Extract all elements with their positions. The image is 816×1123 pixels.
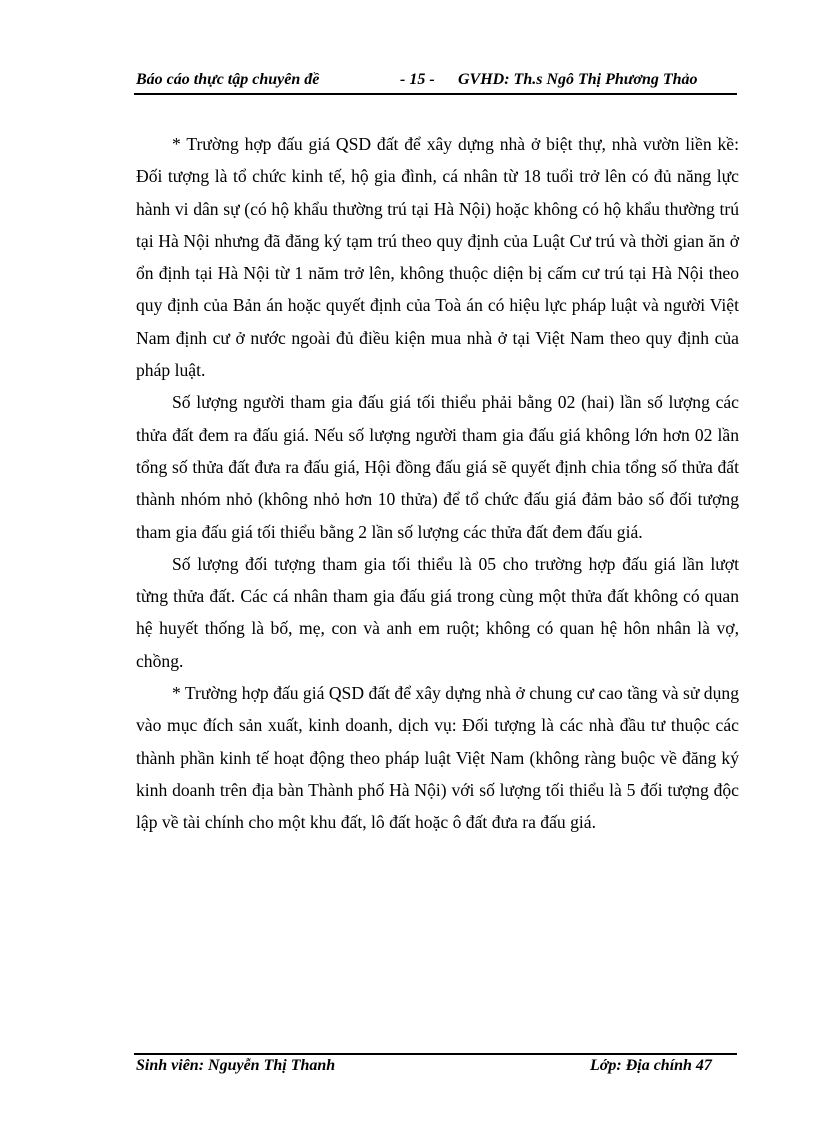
header-page-number: - 15 - <box>400 71 435 88</box>
body-text <box>136 128 739 839</box>
footer-student-name: Sinh viên: Nguyễn Thị Thanh <box>136 1057 336 1074</box>
paragraph: Số lượng người tham gia đấu giá tối thiểu phải bằng 02 (hai) lần số lượng các thửa đất đem ra đấu giá. Nếu số lượng người tham gia đấu giá không lớn hơn 02 lần tổng số thửa đất đưa ra đấu giá, Hội đồng đấu giá sẽ quyết định chia tổng số thửa đất thành nhóm nhỏ (không nhỏ hơn 10 thửa) để tổ chức đấu giá đảm bảo số đối tượng tham gia đấu giá tối thiểu bằng 2 lần số lượng các thửa đất đem đấu giá. <box>136 392 739 542</box>
header-report-title: Báo cáo thực tập chuyên đề <box>136 71 320 88</box>
footer-class: Lớp: Địa chính 47 <box>590 1057 712 1074</box>
paragraph: * Trường hợp đấu giá QSD đất để xây dựng nhà ở chung cư cao tầng và sử dụng vào mục đích sản xuất, kinh doanh, dịch vụ: Đối tượng là các nhà đầu tư thuộc các thành phần kinh tế hoạt động theo pháp luật Việt Nam (không ràng buộc về đăng ký kinh doanh trên địa bàn Thành phố Hà Nội) với số lượng tối thiểu là 5 đối tượng độc lập về tài chính cho một khu đất, lô đất hoặc ô đất đưa ra đấu giá. <box>136 683 739 833</box>
header-supervisor: GVHD: Th.s Ngô Thị Phương Thảo <box>458 71 698 88</box>
page-header <box>134 68 737 92</box>
paragraph: Số lượng đối tượng tham gia tối thiểu là 05 cho trường hợp đấu giá lần lượt từng thửa đất. Các cá nhân tham gia đấu giá trong cùng một thửa đất không có quan hệ huyết thống là bố, mẹ, con và anh em ruột; không có quan hệ hôn nhân là vợ, chồng. <box>136 553 739 671</box>
header-divider <box>134 93 737 95</box>
paragraph: * Trường hợp đấu giá QSD đất để xây dựng nhà ở biệt thự, nhà vườn liền kề: Đối tượng là tổ chức kinh tế, hộ gia đình, cá nhân từ 18 tuổi trở lên có đủ năng lực hành vi dân sự (có hộ khẩu thường trú tại Hà Nội) hoặc không có hộ khẩu thường trú tại Hà Nội nhưng đã đăng ký tạm trú theo quy định của Luật Cư trú và thời gian ăn ở ổn định tại Hà Nội từ 1 năm trở lên, không thuộc diện bị cấm cư trú tại Hà Nội theo quy định của Bản án hoặc quyết định của Toà án có hiệu lực pháp luật và người Việt Nam định cư ở nước ngoài đủ điều kiện mua nhà ở tại Việt Nam theo quy định của pháp luật. <box>136 134 739 381</box>
page-footer <box>134 1054 737 1078</box>
